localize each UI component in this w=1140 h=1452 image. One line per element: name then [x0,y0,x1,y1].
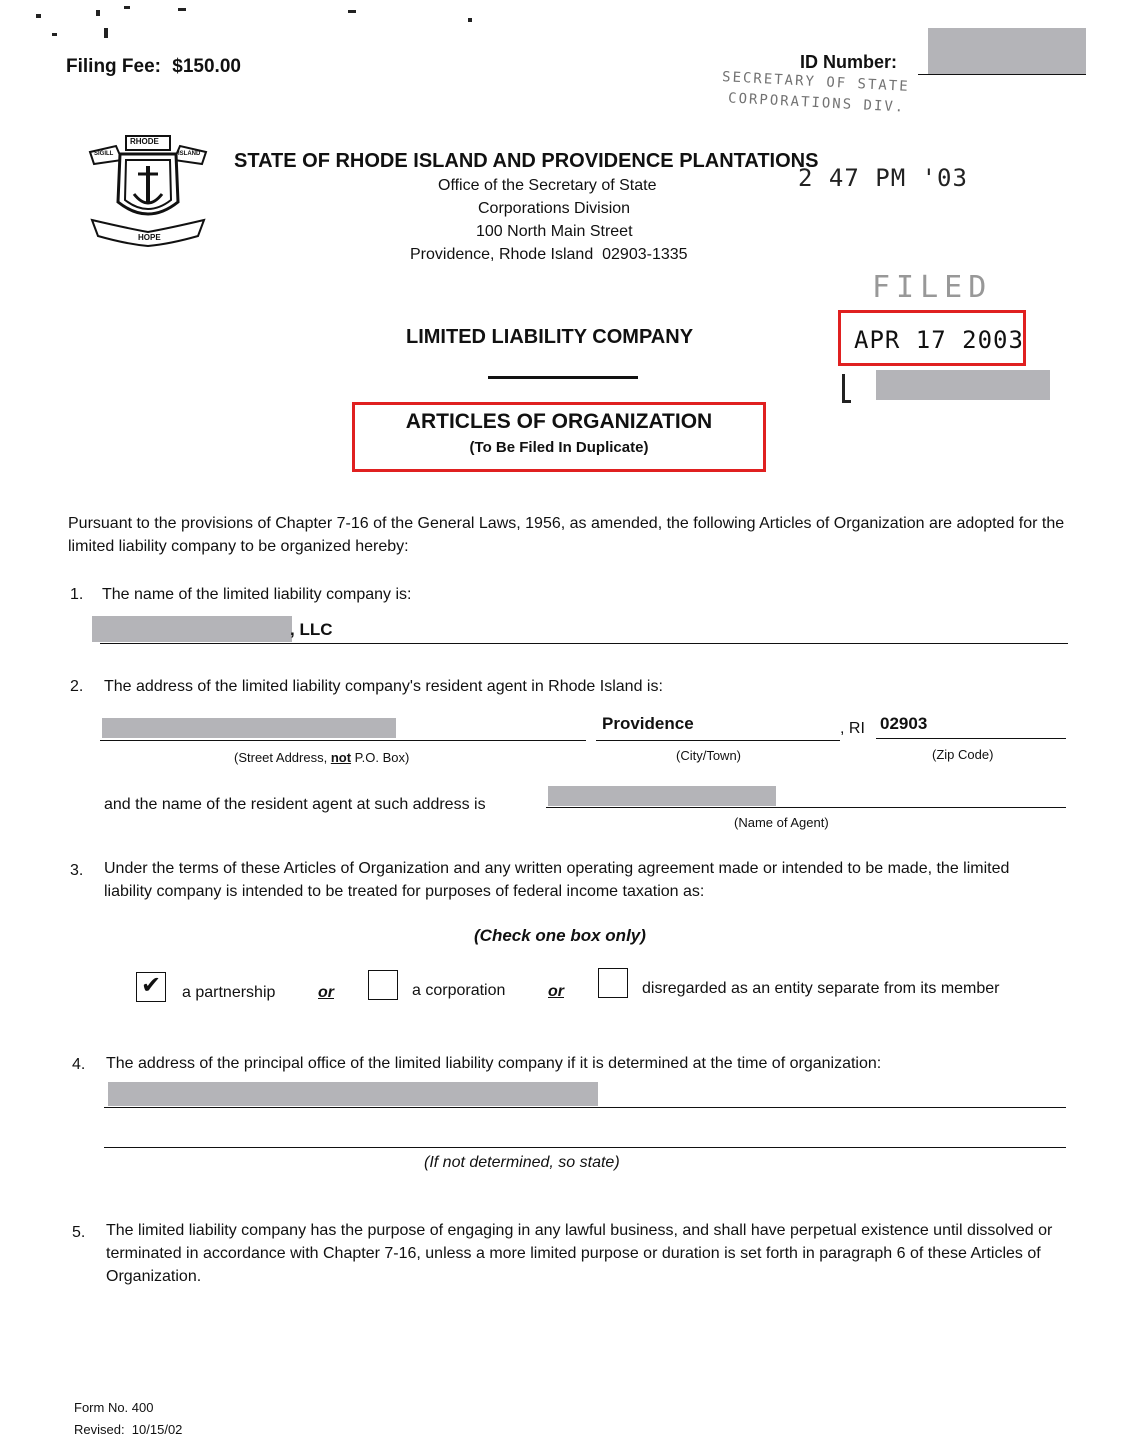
item4-text: The address of the principal office of the limited liability company if it is determined at the time of organization: [106,1055,882,1072]
item4-line-1 [104,1107,1066,1108]
checkmark-icon: ✔ [141,972,162,999]
corporation-label: a corporation [412,982,506,999]
seal-banner-left: SIGILL [94,151,114,157]
scan-speck [52,33,57,36]
redacted-agent-name [548,786,776,806]
redacted-filing-number [876,370,1050,400]
scan-speck [36,14,41,18]
item3-number: 3. [70,862,84,879]
agent-caption: (Name of Agent) [734,815,829,830]
redacted-company-name [92,616,292,642]
city-caption: (City/Town) [676,748,742,763]
city-line [596,740,840,741]
state-city-line: Providence, Rhode Island 02903-1335 [410,246,688,263]
form-number: Form No. 400 [74,1400,154,1415]
form-revised: Revised: 10/15/02 [74,1422,183,1437]
stamp-corporations: CORPORATIONS DIV. [727,90,906,116]
corporation-checkbox[interactable] [368,970,398,1000]
filing-number-mark [842,374,851,403]
disregarded-checkbox[interactable] [598,968,628,998]
item4-caption: (If not determined, so state) [424,1154,620,1171]
zip-line [876,738,1066,739]
check-instruction: (Check one box only) [474,926,646,945]
zip-value: 02903 [880,714,928,733]
street-caption-pre: (Street Address, [234,750,331,765]
state-street: 100 North Main Street [476,223,633,240]
articles-title: ARTICLES OF ORGANIZATION [405,410,713,433]
seal-banner-top: RHODE [130,137,159,146]
street-line [100,740,586,741]
agent-text: and the name of the resident agent at such address is [104,796,486,813]
agent-line [546,807,1066,808]
stamp-filed: FILED [872,270,993,305]
intro-paragraph: Pursuant to the provisions of Chapter 7-16 of the General Laws, 1956, as amended, the following Articles of Organization are adopted for the limited liability company to be organized hereby: [68,515,1065,555]
filing-fee-value: $150.00 [172,56,241,77]
stamp-received-time: 2 47 PM '03 [798,164,968,192]
company-type-heading: LIMITED LIABILITY COMPANY [406,326,694,348]
item1-number: 1. [70,586,84,603]
item5-text: The limited liability company has the purpose of engaging in any lawful business, and shall have perpetual existence until dissolved or terminated in accordance with Chapter 7-16, unless a more limited purpose or duration is set forth in paragraph 6 of these Articles of Organization. [106,1222,1053,1285]
disregarded-label: disregarded as an entity separate from its member [642,980,1000,997]
item2-text: The address of the limited liability company's resident agent in Rhode Island is: [104,678,663,695]
state-label: , RI [840,720,865,737]
scan-speck [348,10,356,13]
scan-speck [468,18,472,22]
state-division: Corporations Division [478,200,631,217]
stamp-filed-date: APR 17 2003 [854,326,1024,354]
item4-line-2 [104,1147,1066,1148]
item5-number: 5. [72,1224,86,1241]
item4-number: 4. [72,1056,86,1073]
id-number-line [918,74,1086,75]
seal-banner-right: ISLAND [178,151,201,157]
scan-speck [96,10,100,16]
street-caption [234,750,409,765]
company-name-suffix: , LLC [290,620,333,639]
filing-fee-label: Filing Fee: [66,56,161,77]
item2-number: 2. [70,678,84,695]
filing-fee [66,56,241,78]
item1-line [100,643,1068,644]
or-label-1: or [318,984,334,1001]
heading-rule [488,376,638,379]
state-title: STATE OF RHODE ISLAND AND PROVIDENCE PLANTATIONS [234,150,819,172]
redacted-principal-office [108,1082,598,1106]
redacted-id-number [928,28,1086,74]
scan-speck [178,8,186,11]
scan-speck [124,6,130,9]
articles-subtitle: (To Be Filed In Duplicate) [469,439,649,456]
item1-text: The name of the limited liability company is: [102,586,412,603]
partnership-checkbox[interactable] [136,972,166,1002]
id-number-label: ID Number: [800,52,898,72]
or-label-2: or [548,983,564,1000]
state-office: Office of the Secretary of State [438,177,657,194]
state-seal-image [86,132,210,250]
street-caption-not: not [330,750,352,765]
partnership-label: a partnership [182,984,276,1001]
stamp-secretary: SECRETARY OF STATE [721,69,911,95]
redacted-street-address [102,718,396,738]
item3-text: Under the terms of these Articles of Organization and any written operating agreement made or intended to be made, the limited liability company is intended to be treated for purposes of federal income taxation as: [104,860,1010,900]
seal-banner-bottom: HOPE [138,233,161,242]
city-value: Providence [602,714,694,733]
street-caption-post: P.O. Box) [351,750,410,765]
zip-caption: (Zip Code) [932,747,994,762]
scan-speck [104,28,108,38]
